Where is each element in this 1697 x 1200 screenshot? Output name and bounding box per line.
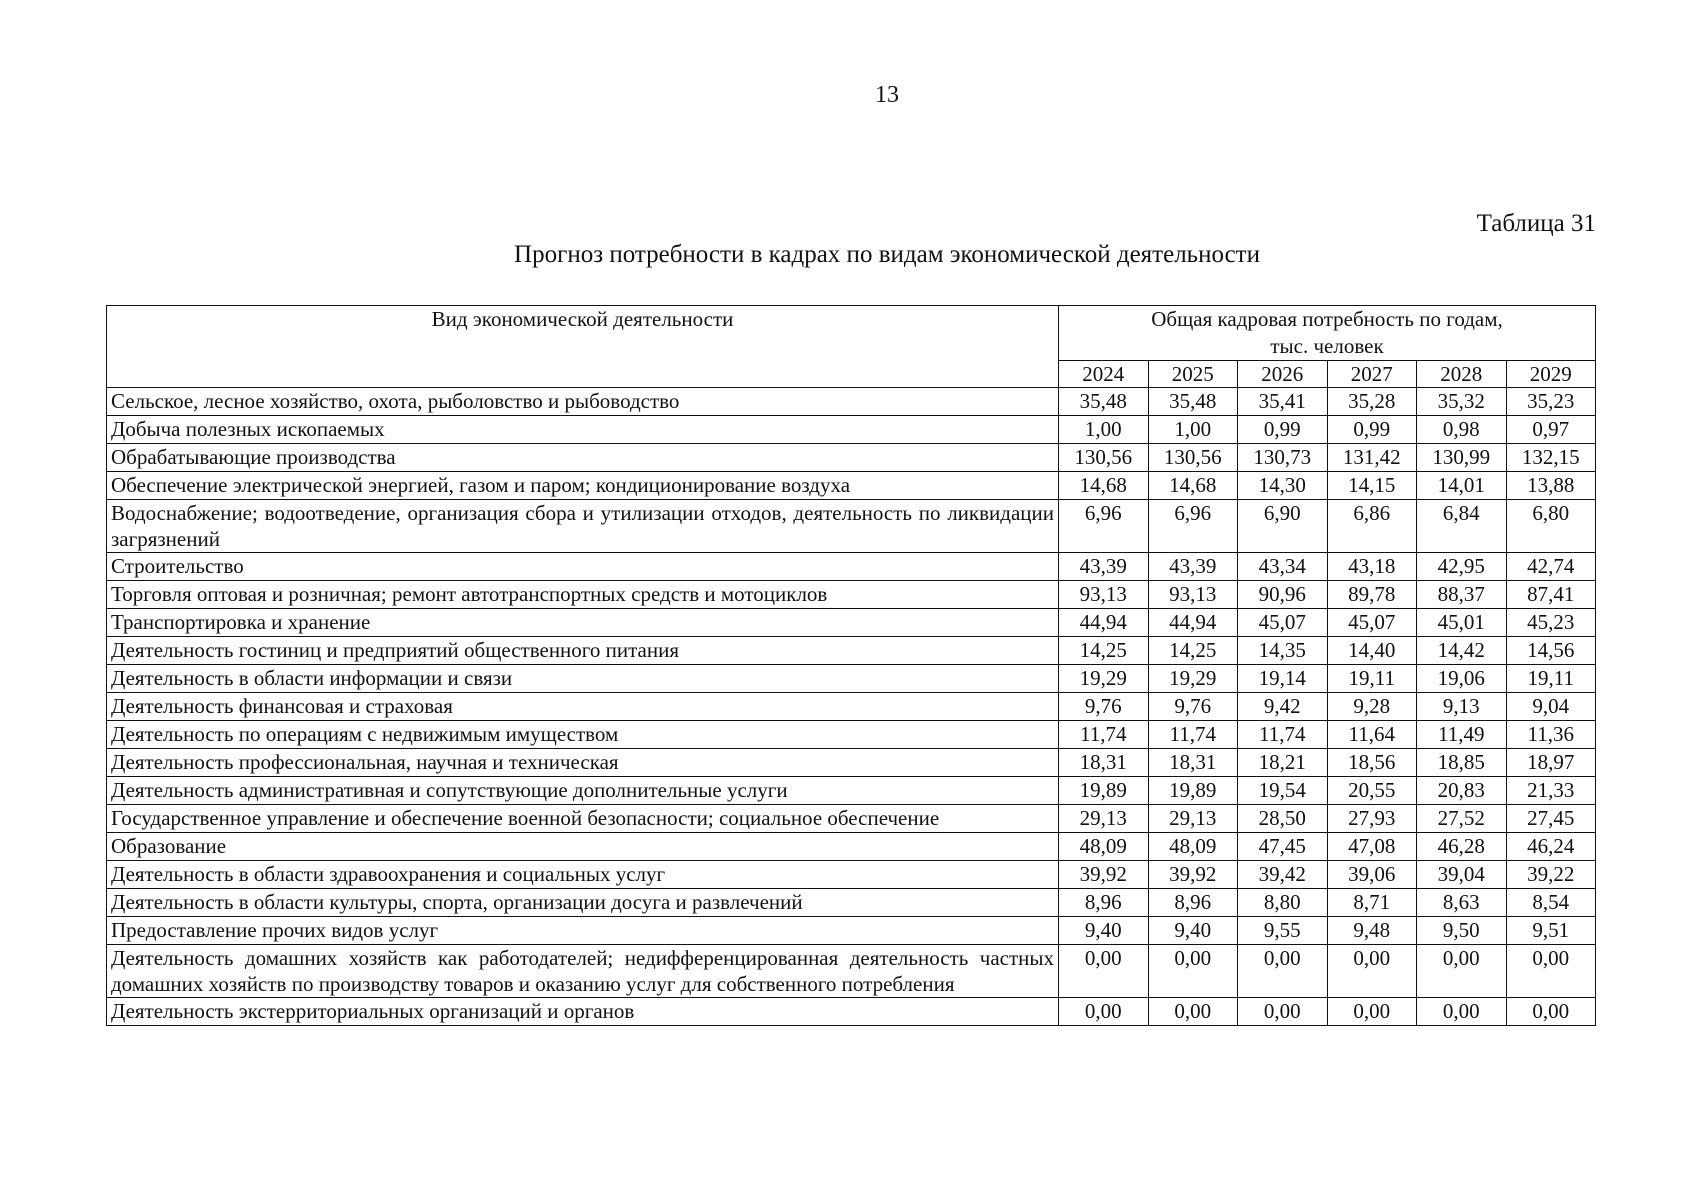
- demand-value-cell: 35,48: [1059, 388, 1149, 416]
- demand-value-cell: 130,56: [1148, 444, 1238, 472]
- demand-value-cell: 131,42: [1327, 444, 1417, 472]
- demand-value-cell: 11,49: [1417, 721, 1507, 749]
- demand-value-cell: 14,68: [1148, 472, 1238, 500]
- table-row: [107, 693, 1596, 721]
- demand-value-cell: 43,18: [1327, 553, 1417, 581]
- demand-value-cell: 44,94: [1148, 609, 1238, 637]
- demand-value-cell: 1,00: [1059, 416, 1149, 444]
- header-total-demand: [1059, 306, 1596, 361]
- table-body: [107, 388, 1596, 1026]
- demand-value-cell: 47,08: [1327, 833, 1417, 861]
- demand-value-cell: 28,50: [1238, 805, 1328, 833]
- demand-value-cell: 18,31: [1059, 749, 1149, 777]
- demand-value-cell: 43,39: [1148, 553, 1238, 581]
- demand-value-cell: 45,23: [1506, 609, 1596, 637]
- header-year: 2025: [1148, 361, 1238, 388]
- demand-value-cell: 88,37: [1417, 581, 1507, 609]
- demand-value-cell: 130,56: [1059, 444, 1149, 472]
- demand-value-cell: 8,63: [1417, 889, 1507, 917]
- demand-value-cell: 35,32: [1417, 388, 1507, 416]
- activity-name-cell: Деятельность экстерриториальных организаций и органов: [107, 998, 1059, 1026]
- demand-value-cell: 21,33: [1506, 777, 1596, 805]
- demand-value-cell: 8,96: [1059, 889, 1149, 917]
- table-row: [107, 609, 1596, 637]
- activity-name-cell: Добыча полезных ископаемых: [107, 416, 1059, 444]
- demand-value-cell: 45,07: [1238, 609, 1328, 637]
- table-row: [107, 945, 1596, 998]
- table-row: [107, 665, 1596, 693]
- table-row: [107, 388, 1596, 416]
- demand-value-cell: 19,06: [1417, 665, 1507, 693]
- demand-value-cell: 43,39: [1059, 553, 1149, 581]
- demand-value-cell: 14,35: [1238, 637, 1328, 665]
- demand-value-cell: 1,00: [1148, 416, 1238, 444]
- demand-value-cell: 0,00: [1327, 945, 1417, 998]
- demand-value-cell: 9,40: [1148, 917, 1238, 945]
- activity-name-cell: Деятельность в области здравоохранения и социальных услуг: [107, 861, 1059, 889]
- demand-value-cell: 9,42: [1238, 693, 1328, 721]
- header-year: 2024: [1059, 361, 1149, 388]
- activity-name-cell: Торговля оптовая и розничная; ремонт автотранспортных средств и мотоциклов: [107, 581, 1059, 609]
- demand-value-cell: 6,84: [1417, 500, 1507, 553]
- activity-name-cell: Деятельность административная и сопутствующие дополнительные услуги: [107, 777, 1059, 805]
- page-number: 13: [875, 82, 899, 108]
- activity-name-cell: Сельское, лесное хозяйство, охота, рыболовство и рыбоводство: [107, 388, 1059, 416]
- table-row: [107, 805, 1596, 833]
- demand-value-cell: 45,01: [1417, 609, 1507, 637]
- demand-value-cell: 39,42: [1238, 861, 1328, 889]
- demand-value-cell: 19,11: [1506, 665, 1596, 693]
- activity-name-cell: Образование: [107, 833, 1059, 861]
- demand-value-cell: 8,96: [1148, 889, 1238, 917]
- demand-value-cell: 43,34: [1238, 553, 1328, 581]
- table-row: [107, 861, 1596, 889]
- activity-name-cell: Транспортировка и хранение: [107, 609, 1059, 637]
- demand-value-cell: 0,00: [1506, 945, 1596, 998]
- header-total-line2: тыс. человек: [1270, 334, 1384, 358]
- demand-value-cell: 45,07: [1327, 609, 1417, 637]
- demand-value-cell: 0,00: [1059, 998, 1149, 1026]
- demand-value-cell: 9,40: [1059, 917, 1149, 945]
- table-row: [107, 833, 1596, 861]
- staffing-forecast-table: [106, 305, 1596, 1026]
- header-year: 2027: [1327, 361, 1417, 388]
- demand-value-cell: 11,36: [1506, 721, 1596, 749]
- demand-value-cell: 8,54: [1506, 889, 1596, 917]
- header-total-line1: Общая кадровая потребность по годам,: [1151, 307, 1503, 331]
- demand-value-cell: 9,76: [1059, 693, 1149, 721]
- demand-value-cell: 0,00: [1148, 998, 1238, 1026]
- demand-value-cell: 39,92: [1059, 861, 1149, 889]
- demand-value-cell: 19,11: [1327, 665, 1417, 693]
- activity-name-cell: Строительство: [107, 553, 1059, 581]
- table-header: [107, 306, 1596, 388]
- header-year: 2028: [1417, 361, 1507, 388]
- table-row: [107, 500, 1596, 553]
- activity-name-cell: Водоснабжение; водоотведение, организация сбора и утилизации отходов, деятельность по ликвидации загрязнений: [107, 500, 1059, 553]
- demand-value-cell: 39,22: [1506, 861, 1596, 889]
- table-row: [107, 721, 1596, 749]
- demand-value-cell: 9,76: [1148, 693, 1238, 721]
- table-row: [107, 637, 1596, 665]
- demand-value-cell: 42,74: [1506, 553, 1596, 581]
- demand-value-cell: 14,42: [1417, 637, 1507, 665]
- demand-value-cell: 9,04: [1506, 693, 1596, 721]
- demand-value-cell: 19,89: [1059, 777, 1149, 805]
- demand-value-cell: 130,73: [1238, 444, 1328, 472]
- demand-value-cell: 47,45: [1238, 833, 1328, 861]
- demand-value-cell: 18,85: [1417, 749, 1507, 777]
- table-row: [107, 472, 1596, 500]
- demand-value-cell: 18,56: [1327, 749, 1417, 777]
- demand-value-cell: 9,48: [1327, 917, 1417, 945]
- table-row: [107, 889, 1596, 917]
- demand-value-cell: 48,09: [1148, 833, 1238, 861]
- demand-value-cell: 14,15: [1327, 472, 1417, 500]
- activity-name-cell: Деятельность по операциям с недвижимым имуществом: [107, 721, 1059, 749]
- activity-name-cell: Обеспечение электрической энергией, газом и паром; кондиционирование воздуха: [107, 472, 1059, 500]
- demand-value-cell: 87,41: [1506, 581, 1596, 609]
- demand-value-cell: 14,68: [1059, 472, 1149, 500]
- demand-value-cell: 14,25: [1148, 637, 1238, 665]
- demand-value-cell: 44,94: [1059, 609, 1149, 637]
- demand-value-cell: 8,80: [1238, 889, 1328, 917]
- table-title: Прогноз потребности в кадрах по видам экономической деятельности: [514, 241, 1260, 268]
- demand-value-cell: 89,78: [1327, 581, 1417, 609]
- demand-value-cell: 0,00: [1148, 945, 1238, 998]
- demand-value-cell: 9,28: [1327, 693, 1417, 721]
- demand-value-cell: 0,00: [1417, 945, 1507, 998]
- demand-value-cell: 9,50: [1417, 917, 1507, 945]
- activity-name-cell: Деятельность финансовая и страховая: [107, 693, 1059, 721]
- table-label: Таблица 31: [1476, 210, 1596, 237]
- table-row: [107, 917, 1596, 945]
- demand-value-cell: 27,93: [1327, 805, 1417, 833]
- demand-value-cell: 19,54: [1238, 777, 1328, 805]
- table-row: [107, 553, 1596, 581]
- activity-name-cell: Деятельность профессиональная, научная и техническая: [107, 749, 1059, 777]
- demand-value-cell: 27,52: [1417, 805, 1507, 833]
- demand-value-cell: 39,04: [1417, 861, 1507, 889]
- activity-name-cell: Государственное управление и обеспечение военной безопасности; социальное обеспечение: [107, 805, 1059, 833]
- demand-value-cell: 0,00: [1059, 945, 1149, 998]
- demand-value-cell: 11,74: [1148, 721, 1238, 749]
- demand-value-cell: 19,89: [1148, 777, 1238, 805]
- demand-value-cell: 6,96: [1059, 500, 1149, 553]
- activity-name-cell: Деятельность в области культуры, спорта, организации досуга и развлечений: [107, 889, 1059, 917]
- demand-value-cell: 29,13: [1059, 805, 1149, 833]
- demand-value-cell: 0,00: [1327, 998, 1417, 1026]
- demand-value-cell: 0,98: [1417, 416, 1507, 444]
- activity-name-cell: Обрабатывающие производства: [107, 444, 1059, 472]
- table-row: [107, 444, 1596, 472]
- demand-value-cell: 0,97: [1506, 416, 1596, 444]
- table-row: [107, 998, 1596, 1026]
- demand-value-cell: 35,23: [1506, 388, 1596, 416]
- demand-value-cell: 0,99: [1238, 416, 1328, 444]
- demand-value-cell: 0,00: [1506, 998, 1596, 1026]
- demand-value-cell: 48,09: [1059, 833, 1149, 861]
- demand-value-cell: 0,00: [1238, 945, 1328, 998]
- demand-value-cell: 39,92: [1148, 861, 1238, 889]
- demand-value-cell: 14,01: [1417, 472, 1507, 500]
- demand-value-cell: 6,80: [1506, 500, 1596, 553]
- demand-value-cell: 11,74: [1238, 721, 1328, 749]
- demand-value-cell: 11,74: [1059, 721, 1149, 749]
- demand-value-cell: 93,13: [1148, 581, 1238, 609]
- table-row: [107, 581, 1596, 609]
- demand-value-cell: 13,88: [1506, 472, 1596, 500]
- demand-value-cell: 14,25: [1059, 637, 1149, 665]
- demand-value-cell: 46,24: [1506, 833, 1596, 861]
- demand-value-cell: 20,83: [1417, 777, 1507, 805]
- demand-value-cell: 93,13: [1059, 581, 1149, 609]
- activity-name-cell: Предоставление прочих видов услуг: [107, 917, 1059, 945]
- demand-value-cell: 27,45: [1506, 805, 1596, 833]
- demand-value-cell: 0,00: [1238, 998, 1328, 1026]
- demand-value-cell: 9,55: [1238, 917, 1328, 945]
- table-row: [107, 777, 1596, 805]
- demand-value-cell: 39,06: [1327, 861, 1417, 889]
- demand-value-cell: 8,71: [1327, 889, 1417, 917]
- demand-value-cell: 20,55: [1327, 777, 1417, 805]
- demand-value-cell: 42,95: [1417, 553, 1507, 581]
- demand-value-cell: 46,28: [1417, 833, 1507, 861]
- demand-value-cell: 35,48: [1148, 388, 1238, 416]
- demand-value-cell: 90,96: [1238, 581, 1328, 609]
- demand-value-cell: 6,90: [1238, 500, 1328, 553]
- demand-value-cell: 35,41: [1238, 388, 1328, 416]
- demand-value-cell: 9,13: [1417, 693, 1507, 721]
- demand-value-cell: 14,30: [1238, 472, 1328, 500]
- table-row: [107, 749, 1596, 777]
- header-year: 2026: [1238, 361, 1328, 388]
- activity-name-cell: Деятельность домашних хозяйств как работодателей; недифференцированная деятельность частных домашних хозяйств по производству товаров и оказанию услуг для собственного потребления: [107, 945, 1059, 998]
- demand-value-cell: 132,15: [1506, 444, 1596, 472]
- demand-value-cell: 9,51: [1506, 917, 1596, 945]
- demand-value-cell: 11,64: [1327, 721, 1417, 749]
- demand-value-cell: 0,00: [1417, 998, 1507, 1026]
- demand-value-cell: 29,13: [1148, 805, 1238, 833]
- demand-value-cell: 19,14: [1238, 665, 1328, 693]
- demand-value-cell: 6,96: [1148, 500, 1238, 553]
- header-year: 2029: [1506, 361, 1596, 388]
- demand-value-cell: 6,86: [1327, 500, 1417, 553]
- demand-value-cell: 19,29: [1148, 665, 1238, 693]
- demand-value-cell: 0,99: [1327, 416, 1417, 444]
- demand-value-cell: 18,31: [1148, 749, 1238, 777]
- demand-value-cell: 130,99: [1417, 444, 1507, 472]
- activity-name-cell: Деятельность гостиниц и предприятий общественного питания: [107, 637, 1059, 665]
- table-row: [107, 416, 1596, 444]
- demand-value-cell: 14,40: [1327, 637, 1417, 665]
- activity-name-cell: Деятельность в области информации и связи: [107, 665, 1059, 693]
- demand-value-cell: 14,56: [1506, 637, 1596, 665]
- demand-value-cell: 19,29: [1059, 665, 1149, 693]
- demand-value-cell: 18,97: [1506, 749, 1596, 777]
- header-activity: Вид экономической деятельности: [107, 306, 1059, 388]
- demand-value-cell: 35,28: [1327, 388, 1417, 416]
- demand-value-cell: 18,21: [1238, 749, 1328, 777]
